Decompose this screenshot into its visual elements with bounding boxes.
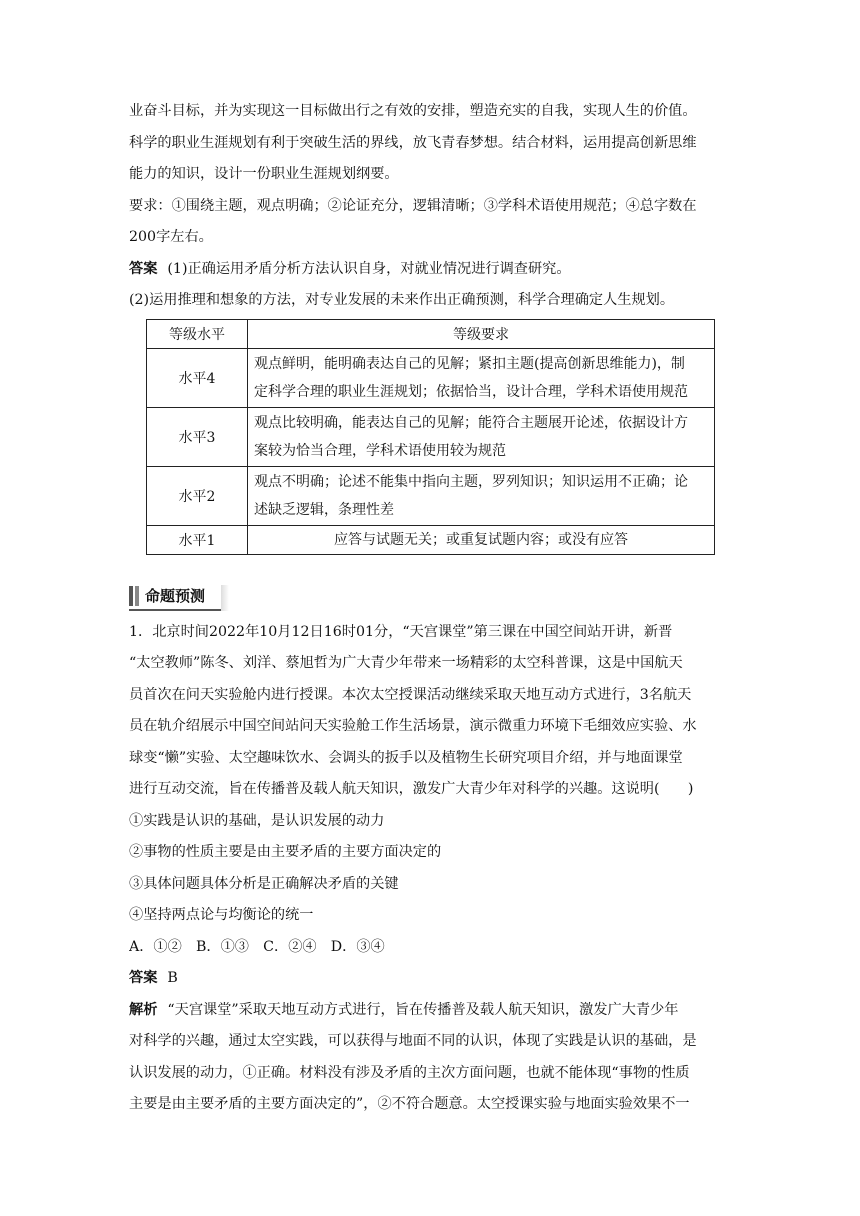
requirement-cell: [248, 466, 715, 525]
question-block: [129, 617, 734, 1121]
answer-label: 答案: [129, 260, 158, 277]
analysis-line: [129, 995, 734, 1027]
requirement-line: 述缺乏逻辑，条理性差: [254, 501, 394, 518]
requirement-line: 观点比较明确，能表达自己的见解；能符合主题展开论述，依据设计方: [254, 414, 688, 431]
answer-label: 答案: [129, 970, 158, 986]
requirement-cell: 应答与试题无关；或重复试题内容；或没有应答: [248, 525, 715, 554]
statement: ③具体问题具体分析是正确解决矛盾的关键: [129, 875, 399, 892]
analysis-text: “天宫课堂”采取天地互动方式进行，旨在传播普及载人航天知识，激发广大青少年: [167, 1001, 679, 1018]
requirement-line: 观点不明确；论述不能集中指向主题，罗列知识；知识运用不正确；论: [254, 473, 688, 490]
analysis-label: 解析: [129, 1001, 158, 1018]
statement: ②事物的性质主要是由主要矛盾的主要方面决定的: [129, 844, 442, 860]
section-bar-icon: [135, 586, 139, 606]
options: A．①② B．①③ C．②④ D．③④: [129, 938, 385, 955]
section-bar-icon: [129, 586, 133, 606]
requirement-line: 观点鲜明，能明确表达自己的见解；紧扣主题(提高创新思维能力)，制: [254, 355, 685, 372]
answer-line: [129, 254, 734, 286]
level-cell: 水平3: [147, 407, 248, 466]
table-header-row: [147, 319, 715, 348]
level-cell: 水平2: [147, 466, 248, 525]
table-header: 等级水平: [147, 319, 248, 348]
question-line: 进行互动交流，旨在传播普及载人航天知识，激发广大青少年对科学的兴趣。这说明( ): [129, 781, 694, 797]
grading-table: [146, 319, 715, 555]
requirement-line: 200字左右。: [129, 229, 213, 245]
question-line: 员在轨介绍展示中国空间站问天实验舱工作生活场景，演示微重力环境下毛细效应实验、水: [129, 718, 697, 734]
table-header: 等级要求: [248, 319, 715, 348]
level-cell: 水平1: [147, 525, 248, 554]
answer-line: [129, 963, 734, 995]
answer-line: (2)运用推理和想象的方法，对专业发展的未来作出正确预测，科学合理确定人生规划。: [129, 292, 675, 308]
answer-value: B: [167, 970, 178, 986]
text-line: 科学的职业生涯规划有利于突破生活的界线，放飞青春梦想。结合材料，运用提高创新思维: [129, 134, 697, 151]
top-paragraph: [129, 96, 734, 254]
question-line: 员首次在问天实验舱内进行授课。本次太空授课活动继续采取天地互动方式进行，3名航天: [129, 686, 692, 703]
question-line: 球变“懒”实验、太空趣味饮水、会调头的扳手以及植物生长研究项目介绍，并与地面课堂: [129, 749, 683, 766]
table-row: [147, 466, 715, 525]
requirement-cell: [248, 348, 715, 407]
requirement-cell: [248, 407, 715, 466]
requirement-line: 案较为恰当合理，学科术语使用较为规范: [254, 442, 506, 459]
question-line: “太空教师”陈冬、刘洋、蔡旭哲为广大青少年带来一场精彩的太空科普课，这是中国航天: [129, 655, 683, 671]
section-title: 命题预测: [145, 587, 206, 605]
page-content: [129, 96, 734, 1121]
section-heading: [129, 583, 225, 611]
text-line: 能力的知识，设计一份职业生涯规划纲要。: [129, 166, 399, 182]
statement: ④坚持两点论与均衡论的统一: [129, 907, 314, 923]
text-line: 业奋斗目标，并为实现这一目标做出行之有效的安排，塑造充实的自我，实现人生的价值。: [129, 103, 697, 119]
statement: ①实践是认识的基础，是认识发展的动力: [129, 812, 385, 829]
table-row: [147, 348, 715, 407]
answer-block: [129, 254, 734, 317]
answer-text: (1)正确运用矛盾分析方法认识自身，对就业情况进行调查研究。: [167, 260, 571, 277]
requirement-line: 定科学合理的职业生涯规划；依据恰当，设计合理，学科术语使用规范: [254, 383, 688, 400]
question-line: 1．北京时间2022年10月12日16时01分，“天宫课堂”第三课在中国空间站开讲，新晋: [129, 623, 673, 640]
analysis-line: 对科学的兴趣，通过太空实践，可以获得与地面不同的认识，体现了实践是认识的基础，是: [129, 1033, 697, 1049]
table-row: [147, 407, 715, 466]
requirement-line: 要求：①围绕主题，观点明确；②论证充分，逻辑清晰；③学科术语使用规范；④总字数在: [129, 197, 697, 214]
analysis-line: 主要是由主要矛盾的主要方面决定的”，②不符合题意。太空授课实验与地面实验效果不一: [129, 1096, 690, 1112]
analysis-line: 认识发展的动力，①正确。材料没有涉及矛盾的主次方面问题，也就不能体现“事物的性质: [129, 1064, 690, 1081]
table-row: [147, 525, 715, 554]
level-cell: 水平4: [147, 348, 248, 407]
